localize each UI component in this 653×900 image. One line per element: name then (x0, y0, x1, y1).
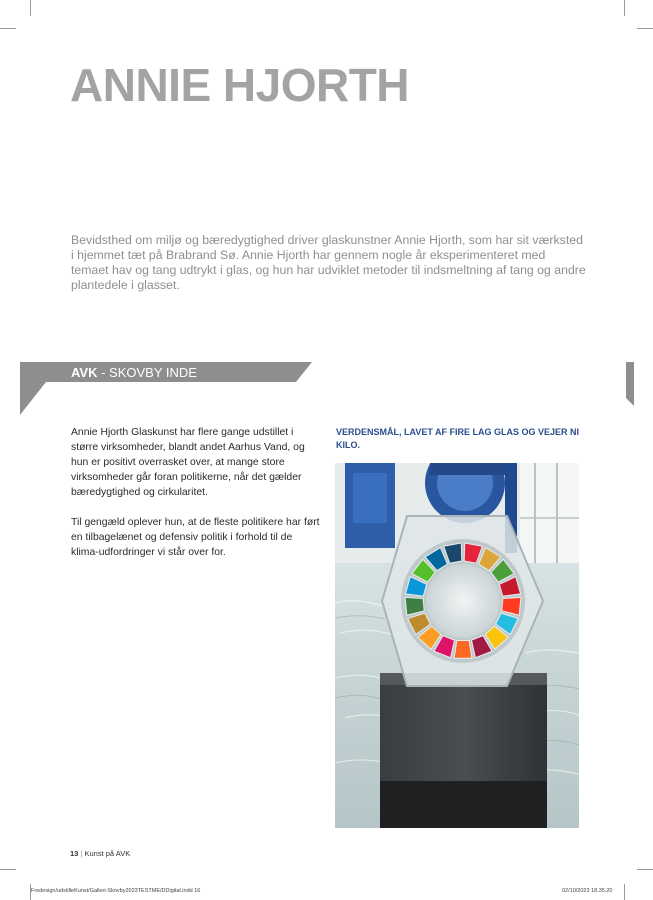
section-banner (20, 362, 312, 415)
banner-company: AVK (71, 365, 98, 380)
page-footer (70, 849, 130, 858)
page-number: 13 (70, 849, 79, 858)
footer-separator: | (80, 849, 83, 858)
page-title: ANNIE HJORTH (70, 59, 410, 111)
sdg-glass-artwork-photo (335, 463, 579, 828)
sdg-tile (454, 641, 472, 659)
page-edge-tab (626, 362, 634, 406)
print-timestamp: 02/10/2023 18.35.20 (562, 888, 613, 894)
artwork-center-glass (426, 564, 500, 638)
intro-paragraph: Bevidsthed om miljø og bæredygtighed driver glaskunstner Annie Hjorth, som har sit værksted i hjemmet tæt på Brabrand Sø. Annie Hjorth har gennem nogle år eksperimenteret med temaet hav og tang udtrykt i glas, og hun har udviklet metoder til indsmeltning af tang og andre plantedele i glasset. (71, 233, 586, 292)
banner-location: SKOVBY INDE (109, 365, 197, 380)
body-text (71, 425, 321, 575)
body-paragraph-2: Til gengæld oplever hun, at de fleste politikere har ført en tilbagelænet og defensiv politik i forhold til de klima-udfordringer vi står over for. (71, 517, 320, 558)
crop-mark (624, 0, 625, 16)
crop-mark (0, 28, 16, 29)
banner-label (71, 365, 197, 380)
print-file-slug: Fredesign/udstilleKunst/Galleri-Skovby2023TESTME/DDigital.indd 16 (31, 888, 201, 894)
crop-mark (624, 884, 625, 900)
crop-mark (637, 28, 653, 29)
crop-mark (637, 869, 653, 870)
footer-section: Kunst på AVK (84, 849, 131, 858)
banner-separator: - (97, 365, 110, 380)
body-paragraph-1: Annie Hjorth Glaskunst har flere gange udstillet i større virksomheder, blandt andet Aarhus Vand, og hun er positivt overrasket over, at mange store virksomheder går foran politikerne, når det gælder bæredygtighed og cirkularitet. (71, 427, 305, 498)
photo-caption: VERDENSMÅL, LAVET AF FIRE LAG GLAS OG VEJER NI KILO. (336, 427, 580, 450)
crop-mark (30, 0, 31, 16)
crop-mark (0, 869, 16, 870)
